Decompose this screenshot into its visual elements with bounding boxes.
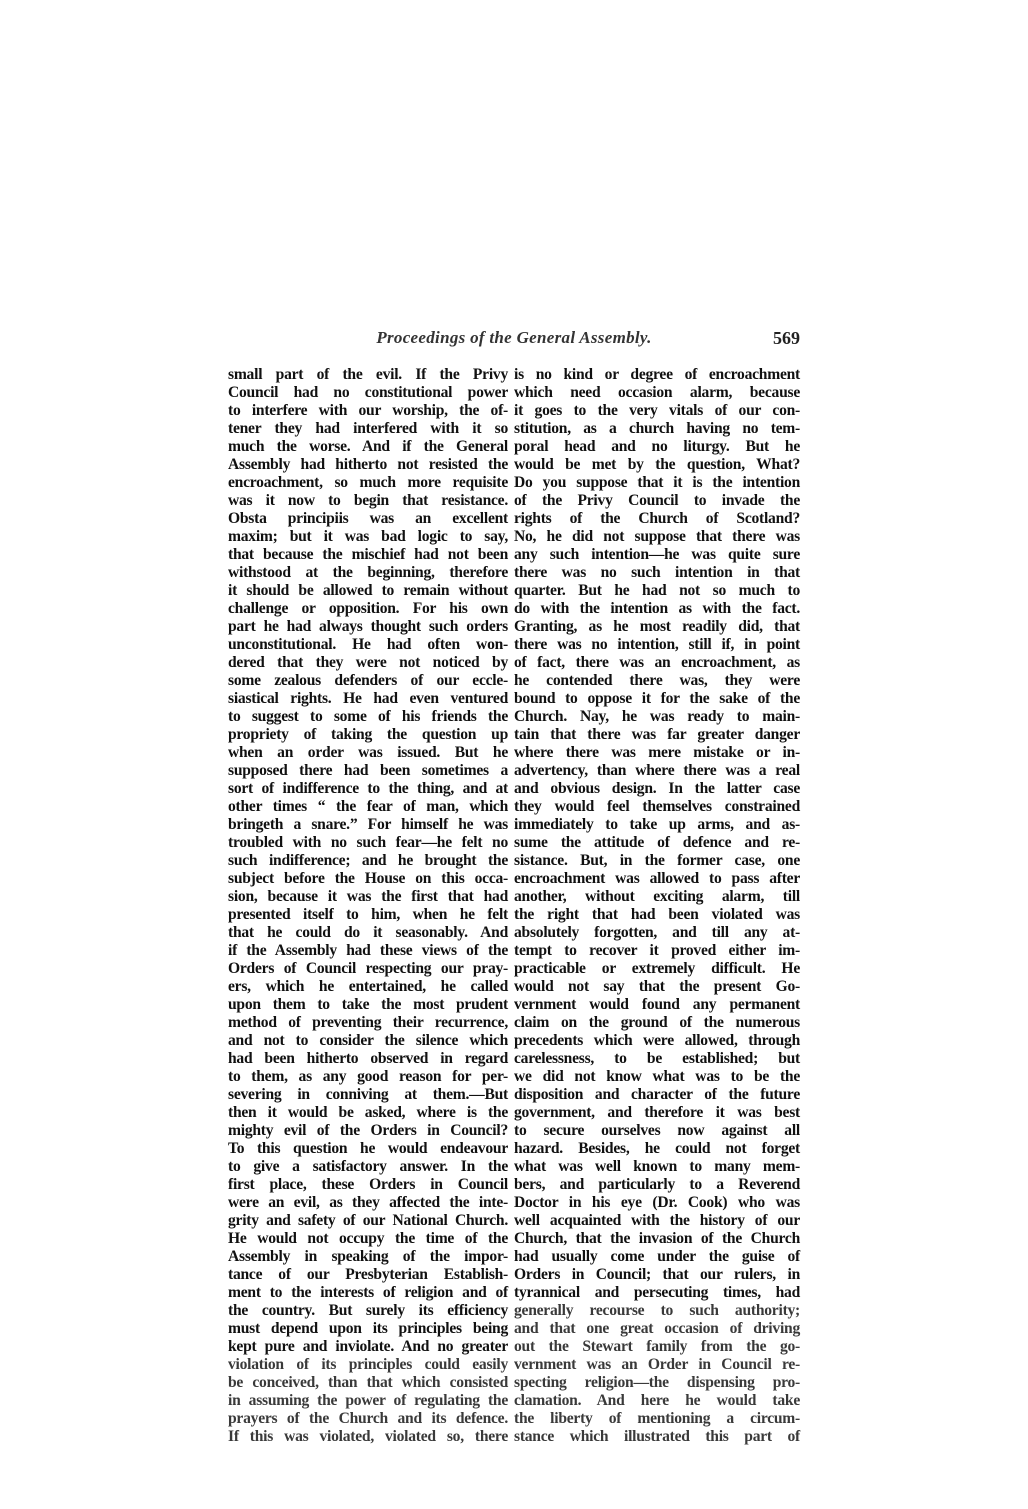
running-header [228,328,800,352]
text-line: if the Assembly had these views of the [228,942,508,959]
text-line: withstood at the beginning, therefore [228,564,508,581]
text-line: Do you suppose that it is the intention [514,474,800,491]
text-line: there was no intention, still if, in point [514,636,800,653]
text-line: was it now to begin that resistance. [228,492,508,509]
text-line: absolutely forgotten, and till any at- [514,924,800,941]
text-line: sume the attitude of defence and re- [514,834,800,851]
text-line: bringeth a snare.” For himself he was [228,816,508,833]
text-line: disposition and character of the future [514,1086,800,1103]
text-line: that because the mischief had not been [228,546,508,563]
text-line: stance which illustrated this part of [514,1428,800,1445]
text-line: were an evil, as they affected the inte- [228,1194,508,1211]
text-line: then it would be asked, where is the [228,1104,508,1121]
text-line: immediately to take up arms, and as- [514,816,800,833]
text-line: upon them to take the most prudent [228,996,508,1013]
text-line: sion, because it was the first that had [228,888,508,905]
text-line: small part of the evil. If the Privy [228,366,508,383]
text-line: supposed there had been sometimes a [228,762,508,779]
text-line: specting religion—the dispensing pro- [514,1374,800,1391]
right-column [514,366,800,1446]
text-line: challenge or opposition. For his own [228,600,508,617]
text-line: violation of its principles could easily [228,1356,508,1373]
text-line: stitution, as a church having no tem- [514,420,800,437]
text-line: advertency, than where there was a real [514,762,800,779]
text-line: another, without exciting alarm, till [514,888,800,905]
text-line: the right that had been violated was [514,906,800,923]
text-line: Assembly had hitherto not resisted the [228,456,508,473]
text-line: what was well known to many mem- [514,1158,800,1175]
text-line: Orders of Council respecting our pray- [228,960,508,977]
text-line: troubled with no such fear—he felt no [228,834,508,851]
text-line: it goes to the very vitals of our con- [514,402,800,419]
text-line: ers, which he entertained, he called [228,978,508,995]
page-number: 569 [773,328,800,348]
text-line: be conceived, than that which consisted [228,1374,508,1391]
running-title: Proceedings of the General Assembly. [376,328,652,347]
text-line: Doctor in his eye (Dr. Cook) who was [514,1194,800,1211]
text-line: kept pure and inviolate. And no greater [228,1338,508,1355]
text-line: encroachment, so much more requisite [228,474,508,491]
text-line: Obsta principiis was an excellent [228,510,508,527]
text-line: some zealous defenders of our eccle- [228,672,508,689]
text-line: hazard. Besides, he could not forget [514,1140,800,1157]
text-line: in assuming the power of regulating the [228,1392,508,1409]
text-line: subject before the House on this occa- [228,870,508,887]
text-line: such indifference; and he brought the [228,852,508,869]
text-line: Church, that the invasion of the Church [514,1230,800,1247]
text-line: presented itself to him, when he felt [228,906,508,923]
text-line: claim on the ground of the numerous [514,1014,800,1031]
text-line: of fact, there was an encroachment, as [514,654,800,671]
text-line: to give a satisfactory answer. In the [228,1158,508,1175]
text-line: vernment was an Order in Council re- [514,1356,800,1373]
text-line: Granting, as he most readily did, that [514,618,800,635]
text-line: is no kind or degree of encroachment [514,366,800,383]
text-line: had usually come under the guise of [514,1248,800,1265]
text-line: would be met by the question, What? [514,456,800,473]
text-line: there was no such intention in that [514,564,800,581]
text-line: when an order was issued. But he [228,744,508,761]
text-line: well acquainted with the history of our [514,1212,800,1229]
left-column [228,366,508,1446]
text-line: Church. Nay, he was ready to main- [514,708,800,725]
text-line: siastical rights. He had even ventured [228,690,508,707]
text-line: Assembly in speaking of the impor- [228,1248,508,1265]
text-line: clamation. And here he would take [514,1392,800,1409]
text-line: dered that they were not noticed by [228,654,508,671]
text-line: other times “ the fear of man, which [228,798,508,815]
text-line: rights of the Church of Scotland? [514,510,800,527]
text-line: which need occasion alarm, because [514,384,800,401]
text-line: Council had no constitutional power [228,384,508,401]
text-line: and not to consider the silence which [228,1032,508,1049]
text-line: much the worse. And if the General [228,438,508,455]
text-line: to interfere with our worship, the of- [228,402,508,419]
text-line: practicable or extremely difficult. He [514,960,800,977]
text-line: bers, and particularly to a Reverend [514,1176,800,1193]
text-line: No, he did not suppose that there was [514,528,800,545]
text-line: carelessness, to be established; but [514,1050,800,1067]
text-line: prayers of the Church and its defence. [228,1410,508,1427]
text-line: sort of indifference to the thing, and at [228,780,508,797]
text-line: they would feel themselves constrained [514,798,800,815]
text-line: the country. But surely its efficiency [228,1302,508,1319]
text-line: generally recourse to such authority; [514,1302,800,1319]
text-line: tener they had interfered with it so [228,420,508,437]
text-line: the liberty of mentioning a circum- [514,1410,800,1427]
text-line: that he could do it seasonably. And [228,924,508,941]
text-line: he contended there was, they were [514,672,800,689]
text-line: He would not occupy the time of the [228,1230,508,1247]
text-line: we did not know what was to be the [514,1068,800,1085]
text-line: tance of our Presbyterian Establish- [228,1266,508,1283]
text-line: precedents which were allowed, through [514,1032,800,1049]
text-line: encroachment was allowed to pass after [514,870,800,887]
text-line: any such intention—he was quite sure [514,546,800,563]
text-line: tyrannical and persecuting times, had [514,1284,800,1301]
text-line: tempt to recover it proved either im- [514,942,800,959]
text-line: severing in conniving at them.—But [228,1086,508,1103]
text-line: do with the intention as with the fact. [514,600,800,617]
text-line: mighty evil of the Orders in Council? [228,1122,508,1139]
text-line: out the Stewart family from the go- [514,1338,800,1355]
text-line: poral head and no liturgy. But he [514,438,800,455]
text-line: first place, these Orders in Council [228,1176,508,1193]
text-line: and that one great occasion of driving [514,1320,800,1337]
text-line: To this question he would endeavour [228,1140,508,1157]
text-line: had been hitherto observed in regard [228,1050,508,1067]
text-line: vernment would found any permanent [514,996,800,1013]
text-line: government, and therefore it was best [514,1104,800,1121]
text-line: Orders in Council; that our rulers, in [514,1266,800,1283]
text-line: it should be allowed to remain without [228,582,508,599]
text-line: bound to oppose it for the sake of the [514,690,800,707]
text-line: tain that there was far greater danger [514,726,800,743]
text-line: where there was mere mistake or in- [514,744,800,761]
text-line: to them, as any good reason for per- [228,1068,508,1085]
text-line: to secure ourselves now against all [514,1122,800,1139]
text-line: must depend upon its principles being [228,1320,508,1337]
text-line: propriety of taking the question up [228,726,508,743]
text-line: unconstitutional. He had often won- [228,636,508,653]
text-line: and obvious design. In the latter case [514,780,800,797]
text-line: part he had always thought such orders [228,618,508,635]
text-line: ment to the interests of religion and of [228,1284,508,1301]
text-line: to suggest to some of his friends the [228,708,508,725]
text-line: quarter. But he had not so much to [514,582,800,599]
text-line: method of preventing their recurrence, [228,1014,508,1031]
text-line: grity and safety of our National Church. [228,1212,508,1229]
text-line: sistance. But, in the former case, one [514,852,800,869]
text-line: would not say that the present Go- [514,978,800,995]
text-line: of the Privy Council to invade the [514,492,800,509]
text-line: maxim; but it was bad logic to say, [228,528,508,545]
text-line: If this was violated, violated so, there [228,1428,508,1445]
